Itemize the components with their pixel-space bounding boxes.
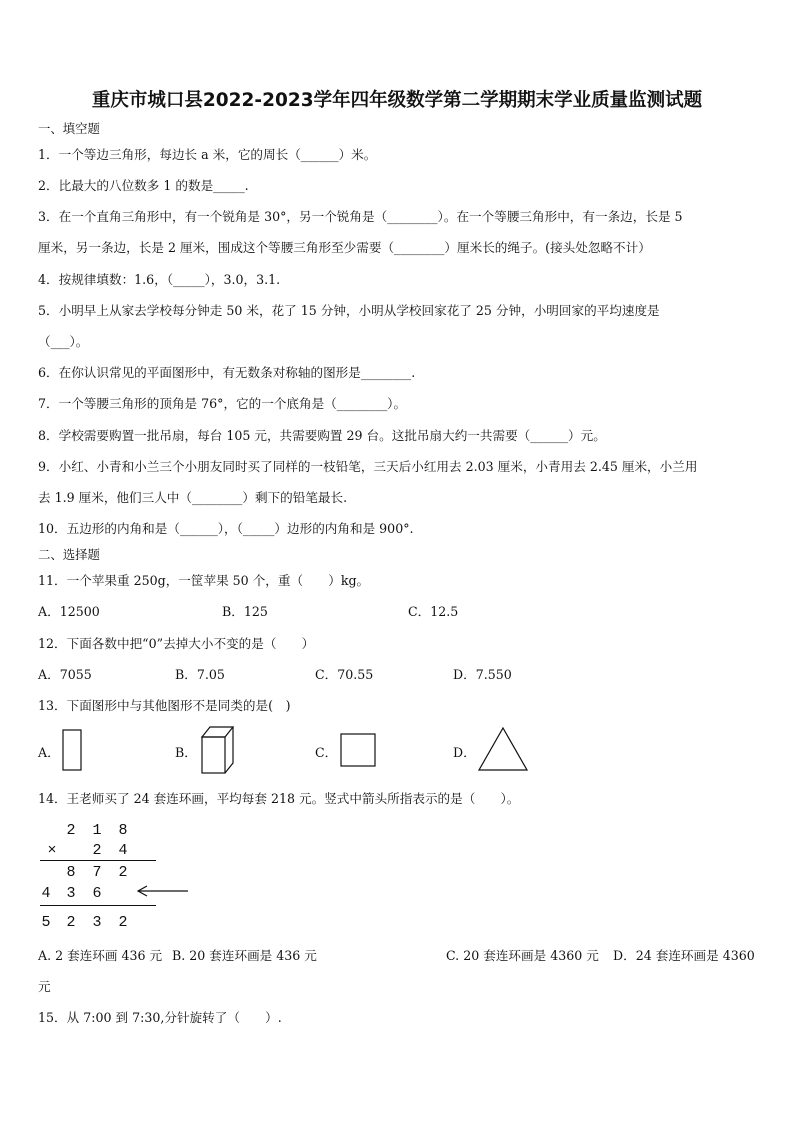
calc-r1-tens: 1 bbox=[92, 822, 102, 839]
q12-option-b: B．7.05 bbox=[175, 667, 225, 682]
tall-rectangle-icon bbox=[62, 729, 84, 773]
square-icon bbox=[340, 733, 378, 769]
q14-option-c: C. 20 套连环画是 4360 元 bbox=[446, 948, 599, 963]
calc-r2-ones: 4 bbox=[118, 842, 128, 859]
calc-r5-thousands: 5 bbox=[41, 914, 51, 931]
question-2: 2．比最大的八位数多 1 的数是_____. bbox=[38, 178, 249, 193]
q14-option-d: D．24 套连环画是 4360 bbox=[613, 948, 755, 963]
question-1: 1．一个等边三角形，每边长 a 米，它的周长（______）米。 bbox=[38, 147, 377, 162]
q14-option-b: B. 20 套连环画是 436 元 bbox=[172, 948, 317, 963]
calc-r3-ones: 2 bbox=[118, 864, 128, 881]
question-13: 13．下面图形中与其他图形不是同类的是( ) bbox=[38, 698, 291, 713]
q11-option-b: B．125 bbox=[222, 604, 268, 619]
question-15: 15．从 7:00 到 7:30,分针旋转了（ ）. bbox=[38, 1010, 282, 1025]
q14-option-d-wrap: 元 bbox=[38, 979, 51, 994]
question-10: 10．五边形的内角和是（______），（_____）边形的内角和是 900°. bbox=[38, 521, 414, 536]
question-7: 7．一个等腰三角形的顶角是 76°，它的一个底角是（________）。 bbox=[38, 396, 407, 411]
section-fill-heading: 一、填空题 bbox=[38, 121, 100, 136]
multiply-sign: × bbox=[47, 842, 57, 859]
calc-r1-ones: 8 bbox=[118, 822, 128, 839]
calc-r2-tens: 2 bbox=[92, 842, 102, 859]
question-9-line-1: 9．小红、小青和小兰三个小朋友同时买了同样的一枝铅笔，三天后小红用去 2.03 厘米，小青用去 2.45 厘米，小兰用 bbox=[38, 459, 698, 474]
question-5-line-1: 5．小明早上从家去学校每分钟走 50 米，花了 15 分钟，小明从学校回家花了 25 分钟，小明回家的平均速度是 bbox=[38, 303, 660, 318]
q13-option-c-label: C． bbox=[315, 745, 338, 760]
q11-option-a: A．12500 bbox=[38, 604, 100, 619]
question-3-line-1: 3．在一个直角三角形中，有一个锐角是 30°，另一个锐角是（________）。在一个等腰三角形中，有一条边，长是 5 bbox=[38, 209, 683, 224]
q14-option-a: A. 2 套连环画 436 元 bbox=[38, 948, 163, 963]
calc-r1-hundreds: 2 bbox=[66, 822, 76, 839]
section-choice-heading: 二、选择题 bbox=[38, 547, 100, 562]
calc-r4-thousands: 4 bbox=[41, 885, 51, 902]
page-title: 重庆市城口县2022-2023学年四年级数学第二学期期末学业质量监测试题 bbox=[91, 90, 703, 111]
left-arrow-icon bbox=[134, 884, 190, 898]
calc-r5-hundreds: 2 bbox=[66, 914, 76, 931]
q13-option-a-label: A． bbox=[38, 745, 60, 760]
q12-option-c: C．70.55 bbox=[315, 667, 374, 682]
calc-r4-hundreds: 3 bbox=[66, 885, 76, 902]
question-12: 12．下面各数中把“0”去掉大小不变的是（ ） bbox=[38, 636, 315, 651]
q13-option-d-label: D． bbox=[453, 745, 476, 760]
question-3-line-2: 厘米，另一条边，长是 2 厘米，围成这个等腰三角形至少需要（________）厘米长的绳子。(接头处忽略不计） bbox=[38, 240, 651, 255]
triangle-icon bbox=[477, 726, 529, 772]
question-11: 11．一个苹果重 250g，一筐苹果 50 个，重（ ）kg。 bbox=[38, 573, 370, 588]
question-4: 4．按规律填数：1.6，（_____），3.0，3.1. bbox=[38, 272, 281, 287]
question-9-line-2: 去 1.9 厘米，他们三人中（________）剩下的铅笔最长. bbox=[38, 490, 348, 505]
calc-r5-ones: 2 bbox=[118, 914, 128, 931]
q12-option-a: A．7055 bbox=[38, 667, 92, 682]
cuboid-icon bbox=[200, 725, 236, 775]
vertical-multiplication bbox=[40, 818, 200, 938]
q13-option-b-label: B． bbox=[175, 745, 197, 760]
calc-rule-1 bbox=[40, 860, 156, 861]
question-8: 8．学校需要购置一批吊扇，每台 105 元，共需要购置 29 台。这批吊扇大约一共需要（______）元。 bbox=[38, 428, 606, 443]
calc-r3-tens: 7 bbox=[92, 864, 102, 881]
q12-option-d: D．7.550 bbox=[453, 667, 512, 682]
calc-rule-2 bbox=[40, 905, 156, 906]
question-14: 14．王老师买了 24 套连环画，平均每套 218 元。竖式中箭头所指表示的是（ ）。 bbox=[38, 791, 520, 806]
calc-r5-tens: 3 bbox=[92, 914, 102, 931]
question-6: 6．在你认识常见的平面图形中，有无数条对称轴的图形是________. bbox=[38, 365, 416, 380]
calc-r3-hundreds: 8 bbox=[66, 864, 76, 881]
calc-r4-tens: 6 bbox=[92, 885, 102, 902]
question-5-line-2: （___）。 bbox=[38, 334, 89, 349]
q11-option-c: C．12.5 bbox=[408, 604, 459, 619]
